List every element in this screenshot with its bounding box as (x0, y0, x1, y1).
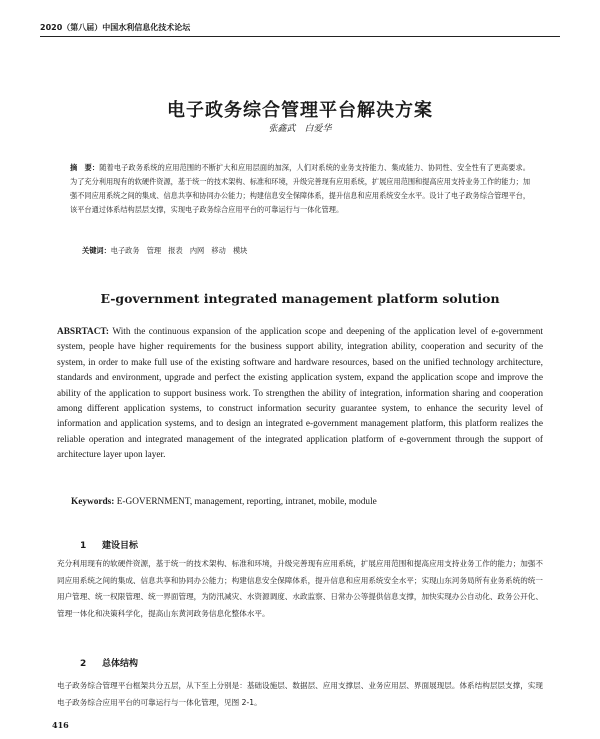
authors: 张鑫武 白爱华 (268, 124, 332, 134)
abstract-en (57, 325, 543, 464)
abstract-zh (70, 161, 530, 217)
section-number: 1 (80, 541, 87, 551)
paper-title-en: E-government integrated management platform solution (100, 291, 500, 306)
section-body-1: 充分利用现有的软硬件资源，基于统一的技术架构、标准和环境，升级完善现有应用系统，扩展应用范围和提高应用支持业务工作的能力；加强不同应用系统之间的集成、信息共享和协同办公能力；构建信息安全保障体系，提升信息和应用系统安全水平；实现山东河务局所有业务系统的统一用户管理、统一权限管理、统一界面管理，为防汛减灾、水资源调度、水政监察、日常办公等提供信息支撑，加快实现办公自动化、政务公开化、管理一体化和决策科学化，提高山东黄河政务信息化整体水平。 (57, 559, 543, 618)
section-title: 建设目标 (102, 541, 139, 551)
keywords-en (71, 497, 541, 507)
keywords-zh (82, 246, 532, 256)
keywords-zh-text: 电子政务 管理 报表 内网 移动 模块 (110, 246, 248, 255)
section-heading-2 (80, 656, 138, 669)
section-heading-1 (80, 538, 138, 551)
abstract-zh-label: 摘 要： (70, 163, 100, 172)
keywords-zh-label: 关键词： (82, 246, 111, 255)
section-number: 2 (80, 659, 87, 669)
paper-title-zh: 电子政务综合管理平台解决方案 (167, 100, 433, 121)
abstract-en-label: ABSRTACT: (57, 327, 110, 337)
section-body-2: 电子政务综合管理平台框架共分五层，从下至上分别是：基础设施层、数据层、应用支撑层、业务应用层、界面展现层。体系结构层层支撑，实现电子政务综合应用平台的可靠运行与一体化管理，见图 2-1。 (57, 681, 543, 707)
abstract-zh-text: 随着电子政务系统的应用范围的不断扩大和应用层面的加深，人们对系统的业务支持能力、集成能力、协同性、安全性有了更高要求。为了充分利用现有的软硬件资源，基于统一的技术架构、标准和环境，升级完善现有应用系统，扩展应用范围和提高应用支持业务工作的能力；加强不同应用系统之间的集成、信息共享和协同办公能力；构建信息安全保障体系，提升信息和应用系统安全水平。设计了电子政务综合管理平台，该平台通过体系结构层层支撑，实现电子政务综合应用平台的可靠运行与一体化管理。 (70, 163, 531, 214)
keywords-en-label: Keywords: (71, 497, 115, 507)
page-number: 416 (52, 720, 69, 730)
section-title: 总体结构 (102, 659, 139, 669)
keywords-en-text: E-GOVERNMENT, management, reporting, intranet, mobile, module (116, 497, 377, 507)
abstract-en-text: With the continuous expansion of the application scope and deepening of the application level of e-government system, people have higher requirements for the business support ability, integration ability, cooperation and security of the system, in order to make full use of the existing software and hardware resources, based on the unified technology architecture, standards and environment, upgrade and perfect the existing application system, expand the application scope and improve the ability of the application to support business work. To strengthen the ability of integration, information sharing and cooperation among different application systems, to construct information security guarantee system, to enhance the security level of information and application systems, and to design an integrated e-government management platform, this platform realizes the reliable operation and integrated management of the integrated application platform of e-government through the support of architecture layer upon layer. (57, 327, 544, 461)
running-header: 2020（第八届）中国水利信息化技术论坛 (40, 22, 560, 37)
